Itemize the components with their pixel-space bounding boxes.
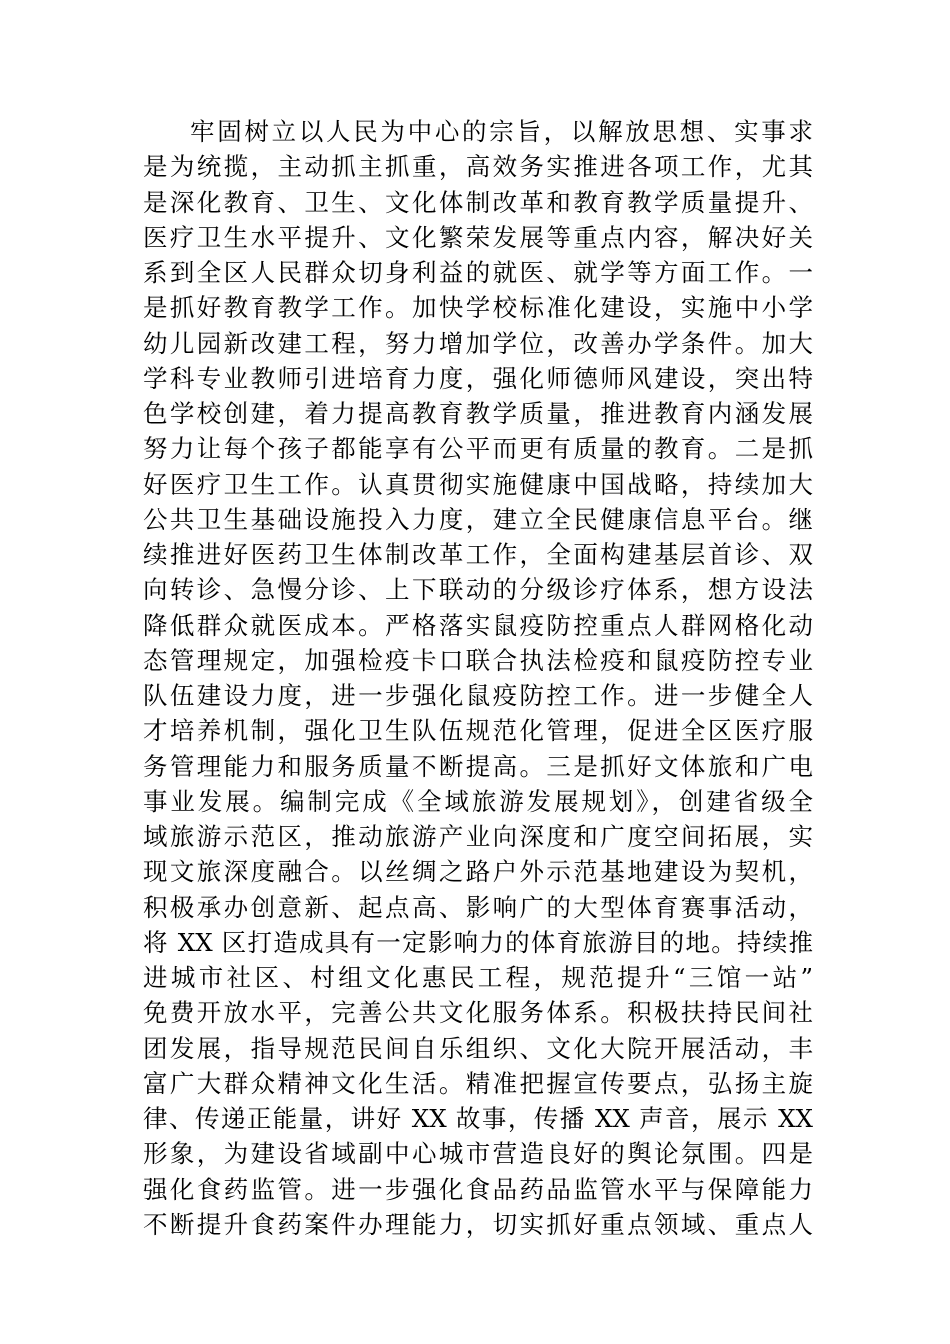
text-line: 域旅游示范区，推动旅游产业向深度和广度空间拓展，实 xyxy=(143,822,813,851)
text-line: 团发展，指导规范民间自乐组织、文化大院开展活动，丰 xyxy=(143,1033,813,1063)
text-line: 富广大群众精神文化生活。精准把握宣传要点，弘扬主旋 xyxy=(143,1068,813,1098)
text-line: 色学校创建，着力提高教育教学质量，推进教育内涵发展 xyxy=(143,399,813,428)
text-line: 务管理能力和服务质量不断提高。三是抓好文体旅和广电 xyxy=(143,751,813,781)
text-line: 牢固树立以人民为中心的宗旨，以解放思想、实事求 xyxy=(190,117,813,146)
text-line: 向转诊、急慢分诊、上下联动的分级诊疗体系，想方设法 xyxy=(143,575,813,605)
text-line: 是深化教育、卫生、文化体制改革和教育教学质量提升、 xyxy=(143,187,813,217)
text-line: 系到全区人民群众切身利益的就医、就学等方面工作。一 xyxy=(143,258,813,287)
text-line: 学科专业教师引进培育力度，强化师德师风建设，突出特 xyxy=(143,363,813,393)
text-line: 将 XX 区打造成具有一定影响力的体育旅游目的地。持续推 xyxy=(143,927,813,957)
text-line: 积极承办创意新、起点高、影响广的大型体育赛事活动， xyxy=(143,892,813,922)
text-line: 才培养机制，强化卫生队伍规范化管理，促进全区医疗服 xyxy=(143,716,813,746)
text-line: 努力让每个孩子都能享有公平而更有质量的教育。二是抓 xyxy=(143,434,813,464)
text-line: 免费开放水平，完善公共文化服务体系。积极扶持民间社 xyxy=(143,998,813,1028)
text-line: 续推进好医药卫生体制改革工作，全面构建基层首诊、双 xyxy=(143,540,813,569)
text-line: 公共卫生基础设施投入力度，建立全民健康信息平台。继 xyxy=(143,504,813,534)
text-line: 现文旅深度融合。以丝绸之路户外示范基地建设为契机， xyxy=(143,857,813,887)
text-line: 态管理规定，加强检疫卡口联合执法检疫和鼠疫防控专业 xyxy=(143,645,813,675)
text-line: 队伍建设力度，进一步强化鼠疫防控工作。进一步健全人 xyxy=(143,681,813,710)
text-line: 进城市社区、村组文化惠民工程，规范提升“三馆一站” xyxy=(143,963,813,992)
text-line: 幼儿园新改建工程，努力增加学位，改善办学条件。加大 xyxy=(143,328,813,358)
text-line: 好医疗卫生工作。认真贯彻实施健康中国战略，持续加大 xyxy=(143,469,813,499)
text-line: 不断提升食药案件办理能力，切实抓好重点领域、重点人 xyxy=(143,1209,813,1239)
text-line: 事业发展。编制完成《全域旅游发展规划》，创建省级全 xyxy=(143,786,813,816)
text-line: 形象，为建设省域副中心城市营造良好的舆论氛围。四是 xyxy=(143,1139,813,1169)
text-line: 律、传递正能量，讲好 XX 故事，传播 XX 声音，展示 XX xyxy=(143,1104,813,1133)
text-line: 强化食药监管。进一步强化食品药品监管水平与保障能力 xyxy=(143,1174,813,1204)
text-line: 是抓好教育教学工作。加快学校标准化建设，实施中小学 xyxy=(143,293,813,323)
text-line: 降低群众就医成本。严格落实鼠疫防控重点人群网格化动 xyxy=(143,610,813,640)
text-line: 是为统揽，主动抓主抓重，高效务实推进各项工作，尤其 xyxy=(143,152,813,182)
body-paragraph xyxy=(143,114,813,1242)
text-line: 医疗卫生水平提升、文化繁荣发展等重点内容，解决好关 xyxy=(143,222,813,252)
